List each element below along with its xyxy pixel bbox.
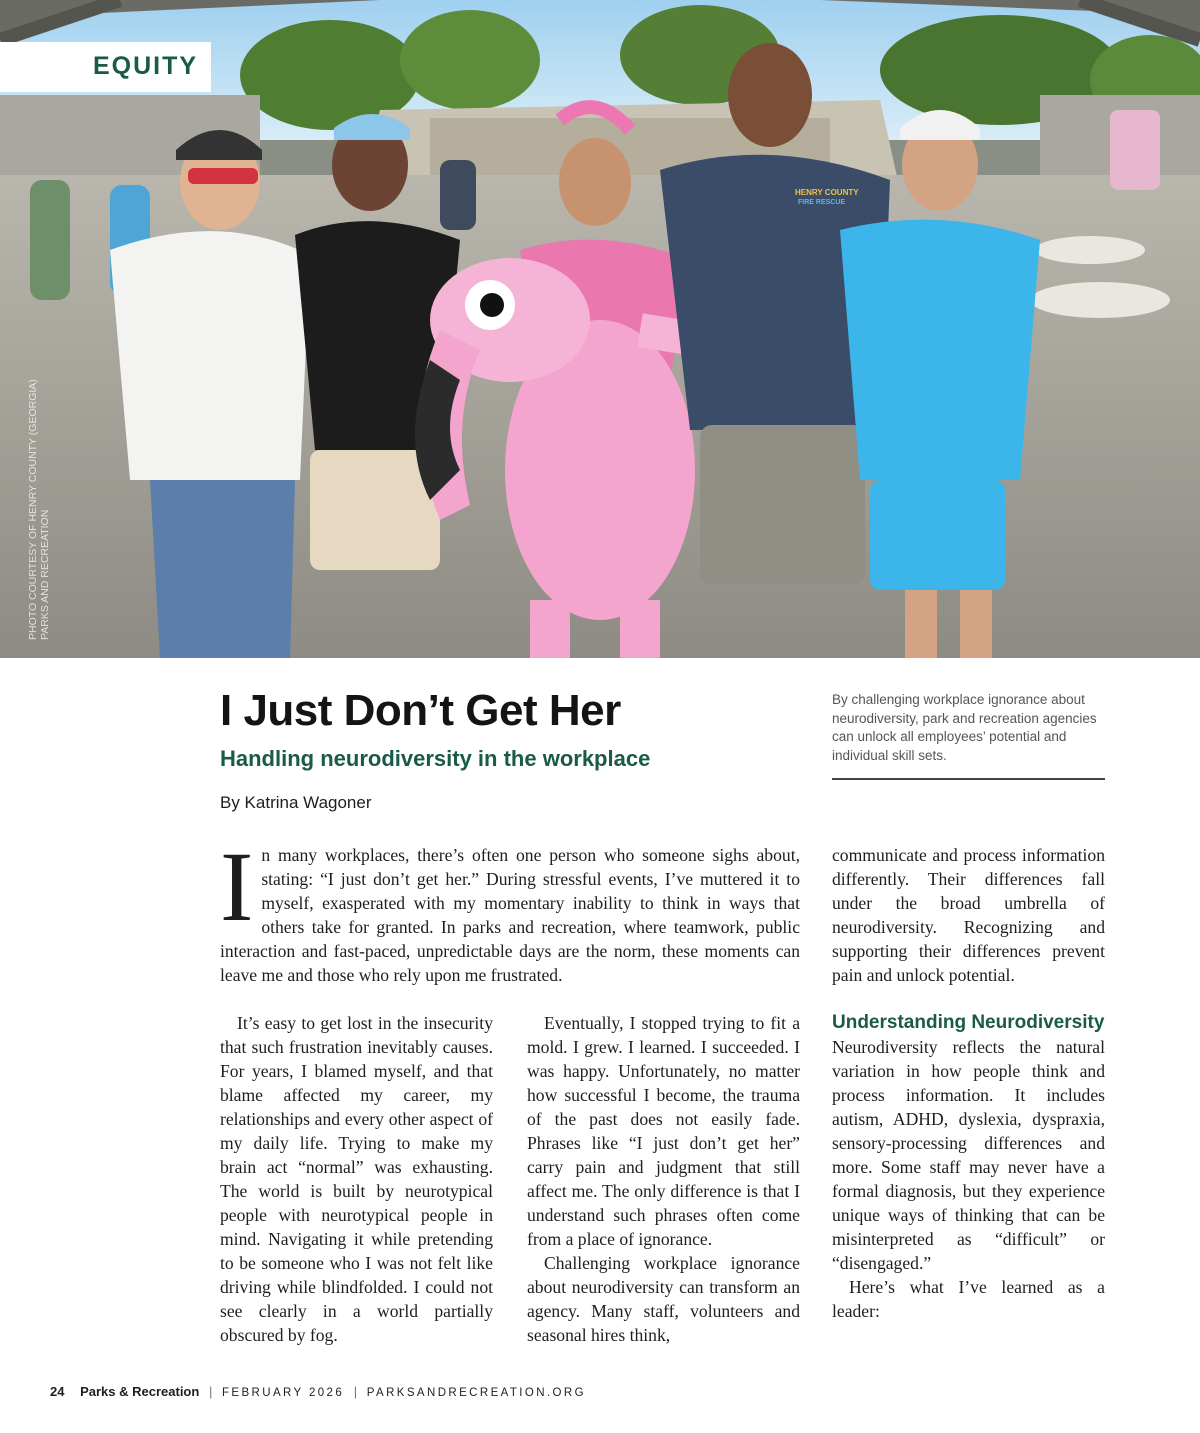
page-footer [50, 1384, 586, 1399]
footer-separator-1: | [208, 1384, 213, 1399]
website-link[interactable]: PARKSANDRECREATION.ORG [366, 1387, 586, 1399]
article-title: I Just Don’t Get Her [220, 686, 621, 735]
lede-text: n many workplaces, there’s often one person who someone sighs about, stating: “I just don’t get her.” During stressful events, I’ve muttered it to myself, exasperated with my momentary inability to think in ways that others take for granted. In parks and recreation, where teamwork, public interaction and fast-paced, unpredictable days are the norm, these moments can leave me and those who rely upon me frustrated. [220, 845, 800, 985]
column-2 [527, 1011, 800, 1347]
article-subtitle: Handling neurodiversity in the workplace [220, 746, 651, 771]
column-3 [832, 1011, 1105, 1323]
footer-separator-2: | [353, 1384, 358, 1399]
column-3-top [832, 843, 1105, 987]
article-byline: By Katrina Wagoner [220, 793, 372, 812]
photo-credit-line-1: PHOTO COURTESY OF HENRY COUNTY (GEORGIA) [27, 379, 39, 640]
column-3-paragraph-2: Here’s what I’ve learned as a leader: [832, 1277, 1105, 1321]
section-label: EQUITY [93, 52, 199, 80]
column-2-paragraph-2: Challenging workplace ignorance about neurodiversity can transform an agency. Many staff, volunteers and seasonal hires think, [527, 1253, 800, 1345]
shirt-text-fire-rescue: FIRE RESCUE [798, 199, 846, 206]
column-2-paragraph-1: Eventually, I stopped trying to fit a mold. I grew. I learned. I succeeded. I was happy. Unfortunately, no matter how successful I become, the trauma of the past does not easily fade. Phrases like “I just don’t get her” carry pain and judgment that still affect me. The only difference is that I understand such phrases often come from a place of ignorance. [527, 1013, 800, 1249]
shirt-text-henry-county: HENRY COUNTY [795, 188, 859, 197]
section-heading: Understanding Neurodiversity [832, 1012, 1105, 1033]
section-tab [0, 42, 211, 92]
magazine-name: Parks & Recreation [80, 1384, 200, 1399]
column-3-continuation: communicate and process information differently. Their differences fall under the broad umbrella of neurodiversity. Recognizing and supporting their differences prevent pain and unlock potential. [832, 845, 1105, 985]
column-1-paragraph: It’s easy to get lost in the insecurity that such frustration inevitably causes. For years, I blamed myself, and that blame affected my career, my relationships and every other aspect of my daily life. Trying to make my brain act “normal” was exhausting. The world is built by neurotypical people with neurotypical people in mind. Navigating it while pretending to be someone who I was not felt like driving while blindfolded. I could not see clearly in a world partially obscured by fog. [220, 1013, 493, 1345]
page-number: 24 [50, 1384, 65, 1399]
lede-paragraph [220, 831, 800, 987]
column-1 [220, 1011, 493, 1347]
drop-cap: I [220, 831, 254, 942]
photo-credit-line-2: PARKS AND RECREATION [39, 509, 51, 640]
column-3-paragraph-1: Neurodiversity reflects the natural variation in how people think and process information. It includes autism, ADHD, dyslexia, dyspraxia, sensory-processing differences and more. Some staff may never have a formal diagnosis, but they experience unique ways of thinking that can be misinterpreted as “difficult” or “disengaged.” [832, 1037, 1105, 1273]
hero-photo-illustration [0, 0, 1200, 658]
issue-date: FEBRUARY 2026 [221, 1387, 345, 1399]
hero-photo [0, 0, 1200, 658]
article-deck: By challenging workplace ignorance about neurodiversity, park and recreation agencies can unlock all employees’ potential and individual skill sets. [832, 691, 1105, 780]
photo-credit [27, 379, 51, 640]
